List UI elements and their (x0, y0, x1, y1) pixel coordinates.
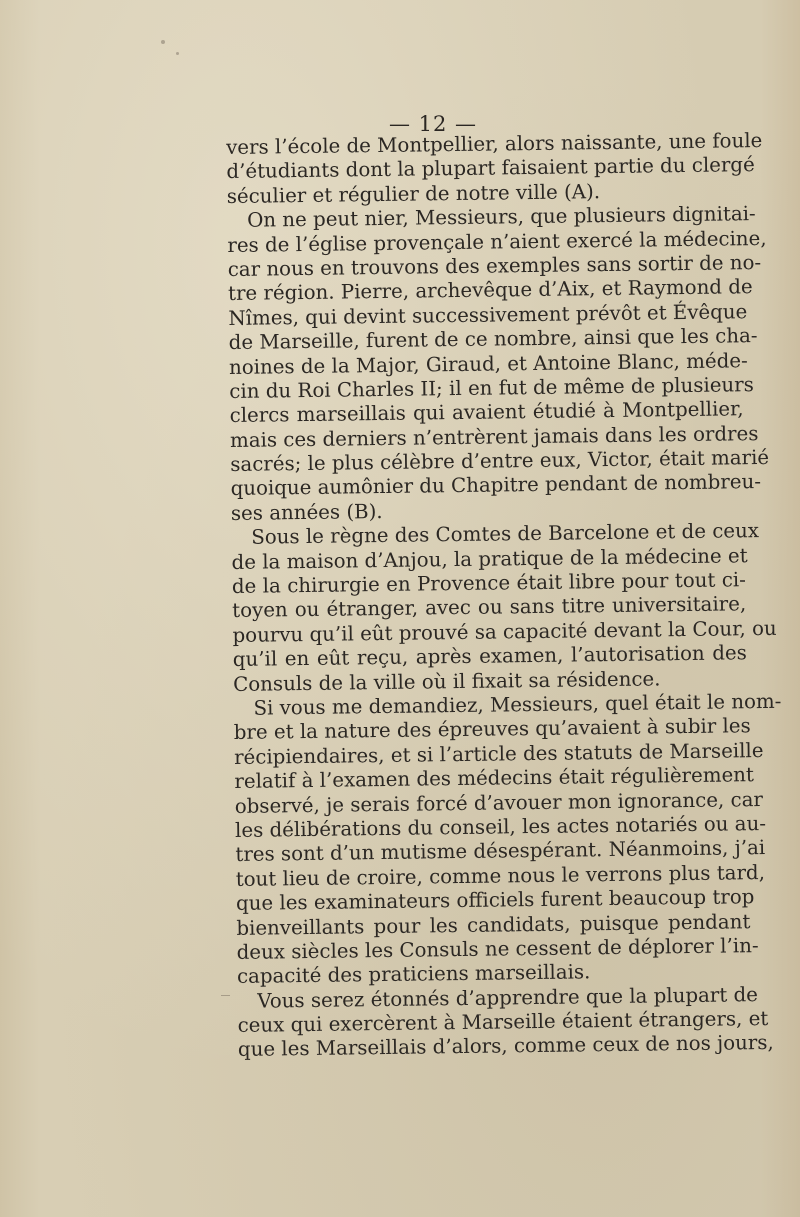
text-line: bre et la nature des épreuves qu’avaient à subir les (233, 714, 751, 745)
text-line: de la maison d’Anjou, la pratique de la médecine et (231, 543, 748, 574)
text-line: quoique aumônier du Chapitre pendant de nombreu- (230, 470, 762, 501)
text-line: cin du Roi Charles II; il en fut de même de plusieurs (229, 373, 754, 403)
text-line: vers l’école de Montpellier, alors naissante, une foule (226, 128, 763, 159)
text-line: ceux qui exercèrent à Marseille étaient étrangers, et (237, 1007, 769, 1037)
text-line: séculier et régulier de notre ville (A). (226, 179, 601, 208)
text-line: ses années (B). (230, 499, 383, 525)
text-line: Sous le règne des Comtes de Barcelone et de ceux (251, 519, 760, 549)
speck (161, 40, 165, 44)
speck (176, 52, 179, 55)
text-line: car nous en trouvons des exemples sans sortir de no- (227, 250, 762, 281)
text-line: tre région. Pierre, archevêque d’Aix, et Raymond de (227, 275, 753, 306)
text-line: observé, je serais forcé d’avouer mon ignorance, car (234, 787, 764, 818)
text-line: clercs marseillais qui avaient étudié à Montpellier, (229, 397, 744, 428)
body-text (226, 128, 782, 1062)
text-line: bienveillants pour les candidats, puisque pendant (236, 909, 751, 940)
text-line: toyen ou étranger, avec ou sans titre universitaire, (232, 592, 747, 623)
text-line: les délibérations du conseil, les actes notariés ou au- (234, 811, 767, 842)
text-line: d’étudiants dont la plupart faisaient partie du clergé (226, 153, 755, 184)
text-line: mais ces derniers n’entrèrent jamais dans les ordres (229, 421, 759, 452)
text-line: capacité des praticiens marseillais. (236, 960, 591, 989)
text-line: noines de la Major, Giraud, et Antoine Blanc, méde- (228, 348, 748, 379)
text-line: tout lieu de croire, comme nous le verrons plus tard, (235, 860, 766, 891)
text-line: res de l’église provençale n’aient exercé la médecine, (227, 226, 767, 257)
text-line: relatif à l’examen des médecins était régulièrement (234, 763, 755, 794)
speck (221, 995, 230, 996)
text-line: tres sont d’un mutisme désespérant. Néanmoins, j’ai (235, 836, 766, 867)
text-line: de la chirurgie en Provence était libre pour tout ci- (231, 568, 747, 598)
text-line: Nîmes, qui devint successivement prévôt et Évêque (228, 299, 748, 330)
text-line: sacrés; le plus célèbre d’entre eux, Victor, était marié (230, 445, 770, 477)
text-line: que les examinateurs officiels furent beaucoup trop (235, 885, 755, 916)
text-line: pourvu qu’il eût prouvé sa capacité devant la Cour, ou (232, 616, 777, 647)
text-line: récipiendaires, et si l’article des statuts de Marseille (233, 738, 764, 769)
text-line: qu’il en eût reçu, après examen, l’autorisation des (232, 641, 747, 672)
text-line: de Marseille, furent de ce nombre, ainsi que les cha- (228, 324, 758, 355)
text-line: Consuls de la ville où il fixait sa résidence. (233, 666, 661, 696)
text-line: que les Marseillais d’alors, comme ceux de nos jours, (237, 1031, 774, 1062)
text-line: deux siècles les Consuls ne cessent de déplorer l’in- (236, 933, 759, 964)
text-line: Vous serez étonnés d’apprendre que la plupart de (257, 982, 759, 1013)
text-line: Si vous me demandiez, Messieurs, quel était le nom- (253, 689, 782, 720)
text-line: On ne peut nier, Messieurs, que plusieurs dignitai- (246, 202, 756, 232)
page-number: — 12 — (388, 112, 478, 136)
